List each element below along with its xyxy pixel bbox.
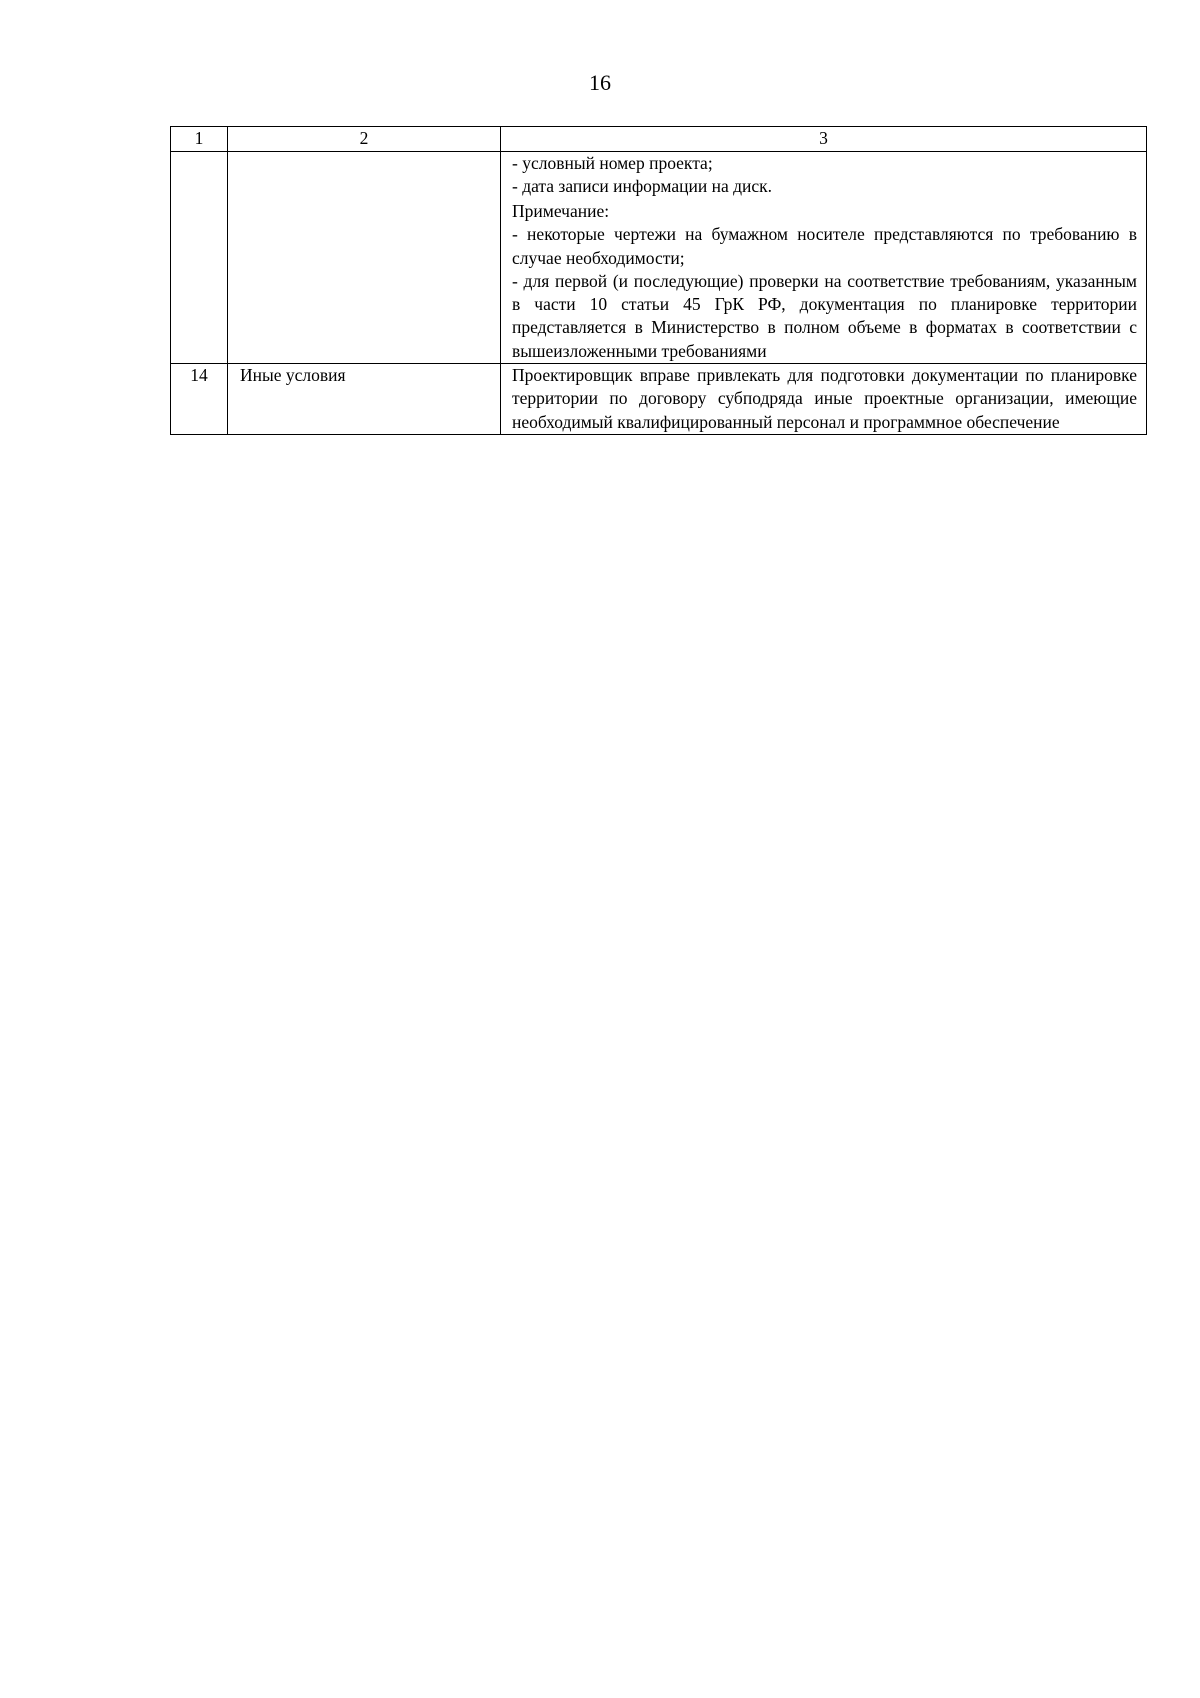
column-header-3: 3 [501,127,1147,152]
column-header-2: 2 [228,127,501,152]
table-row [171,152,1147,364]
content-line: Примечание: [512,201,610,221]
content-line: - условный номер проекта; [512,153,713,173]
row-content: Проектировщик вправе привлекать для подготовки документации по планировке территории по договору субподряда иные проектные организации, имеющие необходимый квалифицированный персонал и программное обеспечение [501,364,1147,435]
row-content [501,152,1147,364]
content-line: - дата записи информации на диск. [512,176,773,197]
content-line: - некоторые чертежи на бумажном носителе представляются по требованию в случае необходимости; [512,224,1137,268]
page-number: 16 [589,70,611,95]
requirements-table [170,126,1147,435]
row-name [228,152,501,364]
table-row [171,364,1147,435]
row-number [171,152,228,364]
row-name: Иные условия [228,364,501,435]
content-line: - для первой (и последующие) проверки на соответствие требованиям, указанным в части 10 статьи 45 ГрК РФ, документация по планировке территории представляется в Министерство в полном объеме в форматах в соответствии с вышеизложенными требованиями [512,270,1137,361]
column-header-1: 1 [171,127,228,152]
row-number: 14 [171,364,228,435]
table-header-row [171,127,1147,152]
